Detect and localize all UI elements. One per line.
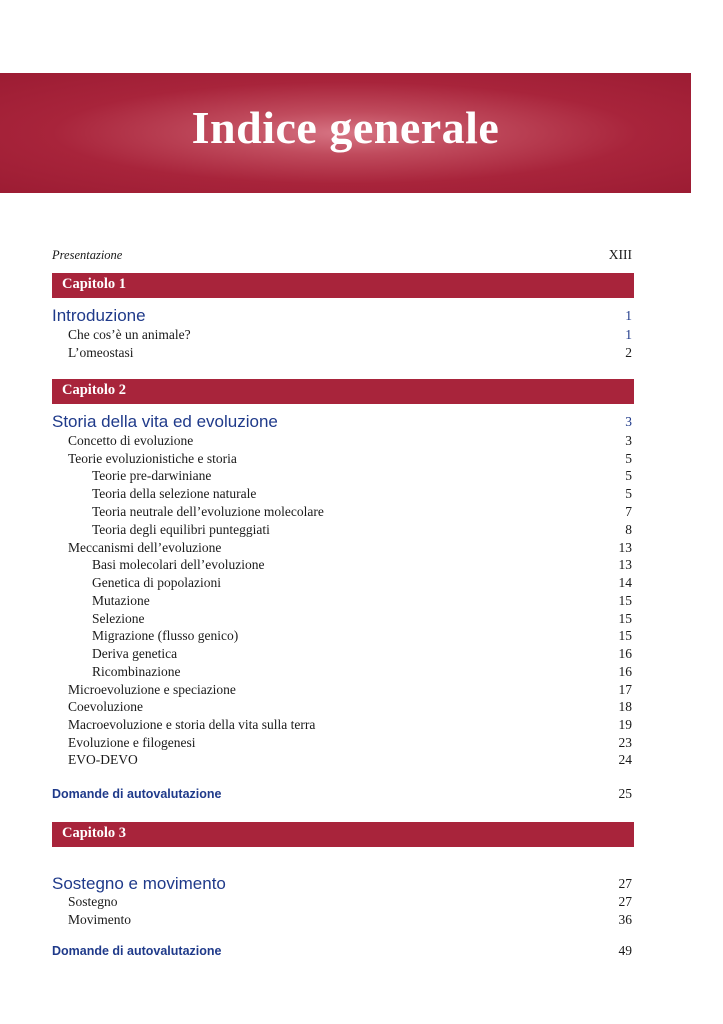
toc-entry-label: Selezione: [92, 611, 145, 626]
toc-entry-page: 5: [625, 486, 632, 501]
toc-entry-label: Presentazione: [52, 248, 123, 262]
toc-entry-label: Teorie pre-darwiniane: [92, 468, 212, 483]
toc-entry[interactable]: [52, 485, 632, 503]
toc-entry[interactable]: [52, 698, 632, 716]
chapter-title: Sostegno e movimento: [52, 874, 226, 893]
toc-entry-label: Teorie evoluzionistiche e storia: [68, 451, 237, 466]
toc-entry[interactable]: [52, 450, 632, 468]
toc-entry-page: 15: [618, 628, 632, 643]
chapter-label: Capitolo 3: [62, 825, 127, 841]
toc-entry[interactable]: [52, 734, 632, 752]
toc-entry-page: 23: [618, 735, 632, 750]
toc-entry[interactable]: [52, 467, 632, 485]
chapter-title-page: 3: [625, 414, 632, 429]
toc-entry-label: Teoria neutrale dell’evoluzione molecolare: [92, 504, 324, 519]
toc-entry-page: 8: [625, 522, 632, 537]
toc-entry-label: Coevoluzione: [68, 699, 143, 714]
toc-entry[interactable]: [52, 610, 632, 628]
toc-entry[interactable]: [52, 911, 632, 929]
toc-entry-label: Basi molecolari dell’evoluzione: [92, 557, 265, 572]
toc-entry-label: L’omeostasi: [68, 345, 134, 360]
toc-entry-label: Deriva genetica: [92, 646, 178, 661]
toc-entry-page: 15: [618, 611, 632, 626]
toc-entry-label: Concetto di evoluzione: [68, 433, 194, 448]
toc-entry-page: 7: [625, 504, 632, 519]
toc-entry-label: Migrazione (flusso genico): [92, 628, 239, 643]
toc-entry[interactable]: [52, 663, 632, 681]
toc-entry[interactable]: [52, 716, 632, 734]
chapter-title-row[interactable]: [52, 304, 632, 328]
review-label: Domande di autovalutazione: [52, 787, 222, 801]
toc-entry-label: Che cos’è un animale?: [68, 327, 191, 342]
toc-entry-page: 16: [618, 664, 632, 679]
toc-entry[interactable]: [52, 556, 632, 574]
toc-entry-label: Ricombinazione: [92, 664, 181, 679]
toc-entry-label: Sostegno: [68, 894, 118, 909]
toc-entry[interactable]: [52, 681, 632, 699]
toc-entry-page: 27: [618, 894, 632, 909]
chapter-bar: [52, 379, 634, 404]
toc-entry[interactable]: [52, 893, 632, 911]
toc-entry[interactable]: [52, 751, 632, 769]
toc-entry[interactable]: [52, 326, 632, 344]
toc-entry-page: 24: [618, 752, 632, 767]
toc-entry[interactable]: [52, 539, 632, 557]
toc-entry[interactable]: [52, 645, 632, 663]
toc-entry-label: Teoria degli equilibri punteggiati: [92, 522, 270, 537]
chapter-label: Capitolo 2: [62, 382, 127, 398]
toc-entry-page: 17: [618, 682, 632, 697]
chapter-bar: [52, 822, 634, 847]
toc-entry[interactable]: [52, 432, 632, 450]
toc-entry[interactable]: [52, 521, 632, 539]
chapter-title: Introduzione: [52, 306, 146, 325]
toc-entry-label: Mutazione: [92, 593, 150, 608]
toc-entry-page: 36: [618, 912, 632, 927]
toc-entry-review[interactable]: [52, 785, 632, 803]
page-title: Indice generale: [191, 102, 500, 153]
toc-entry-page: 5: [625, 468, 632, 483]
toc-entry-label: EVO-DEVO: [68, 752, 138, 767]
toc-entry-page: 18: [618, 699, 632, 714]
toc-entry-page: 15: [618, 593, 632, 608]
toc-entry-page: 1: [625, 327, 632, 342]
toc-entry-page: XIII: [608, 247, 632, 262]
toc-entry[interactable]: [52, 627, 632, 645]
review-page: 49: [618, 943, 632, 958]
chapter-title: Storia della vita ed evoluzione: [52, 412, 278, 431]
toc-entry-label: Microevoluzione e speciazione: [68, 682, 236, 697]
toc-entry-page: 13: [618, 557, 632, 572]
toc-entry-label: Evoluzione e filogenesi: [68, 735, 196, 750]
chapter-title-page: 27: [618, 876, 632, 891]
toc-entry-page: 2: [625, 345, 632, 360]
toc-entry[interactable]: [52, 574, 632, 592]
toc-entry-label: Genetica di popolazioni: [92, 575, 221, 590]
chapter-title-page: 1: [625, 308, 632, 323]
header-banner: [0, 73, 691, 193]
toc-entry[interactable]: [52, 503, 632, 521]
chapter-title-row[interactable]: [52, 410, 632, 434]
toc-entry-page: 3: [625, 433, 632, 448]
toc-entry-page: 5: [625, 451, 632, 466]
chapter-label: Capitolo 1: [62, 276, 127, 292]
toc-entry[interactable]: [52, 592, 632, 610]
toc-entry-label: Movimento: [68, 912, 131, 927]
toc-entry[interactable]: [52, 344, 632, 362]
review-label: Domande di autovalutazione: [52, 944, 222, 958]
toc-entry-label: Macroevoluzione e storia della vita sulla terra: [68, 717, 316, 732]
review-page: 25: [618, 786, 632, 801]
chapter-bar: [52, 273, 634, 298]
toc-entry-presentazione[interactable]: [52, 246, 632, 264]
toc-entry-page: 16: [618, 646, 632, 661]
toc-entry-page: 14: [618, 575, 632, 590]
toc-entry-page: 13: [618, 540, 632, 555]
toc-entry-review[interactable]: [52, 942, 632, 960]
toc-entry-label: Teoria della selezione naturale: [92, 486, 257, 501]
toc-entry-page: 19: [618, 717, 632, 732]
toc-entry-label: Meccanismi dell’evoluzione: [68, 540, 222, 555]
